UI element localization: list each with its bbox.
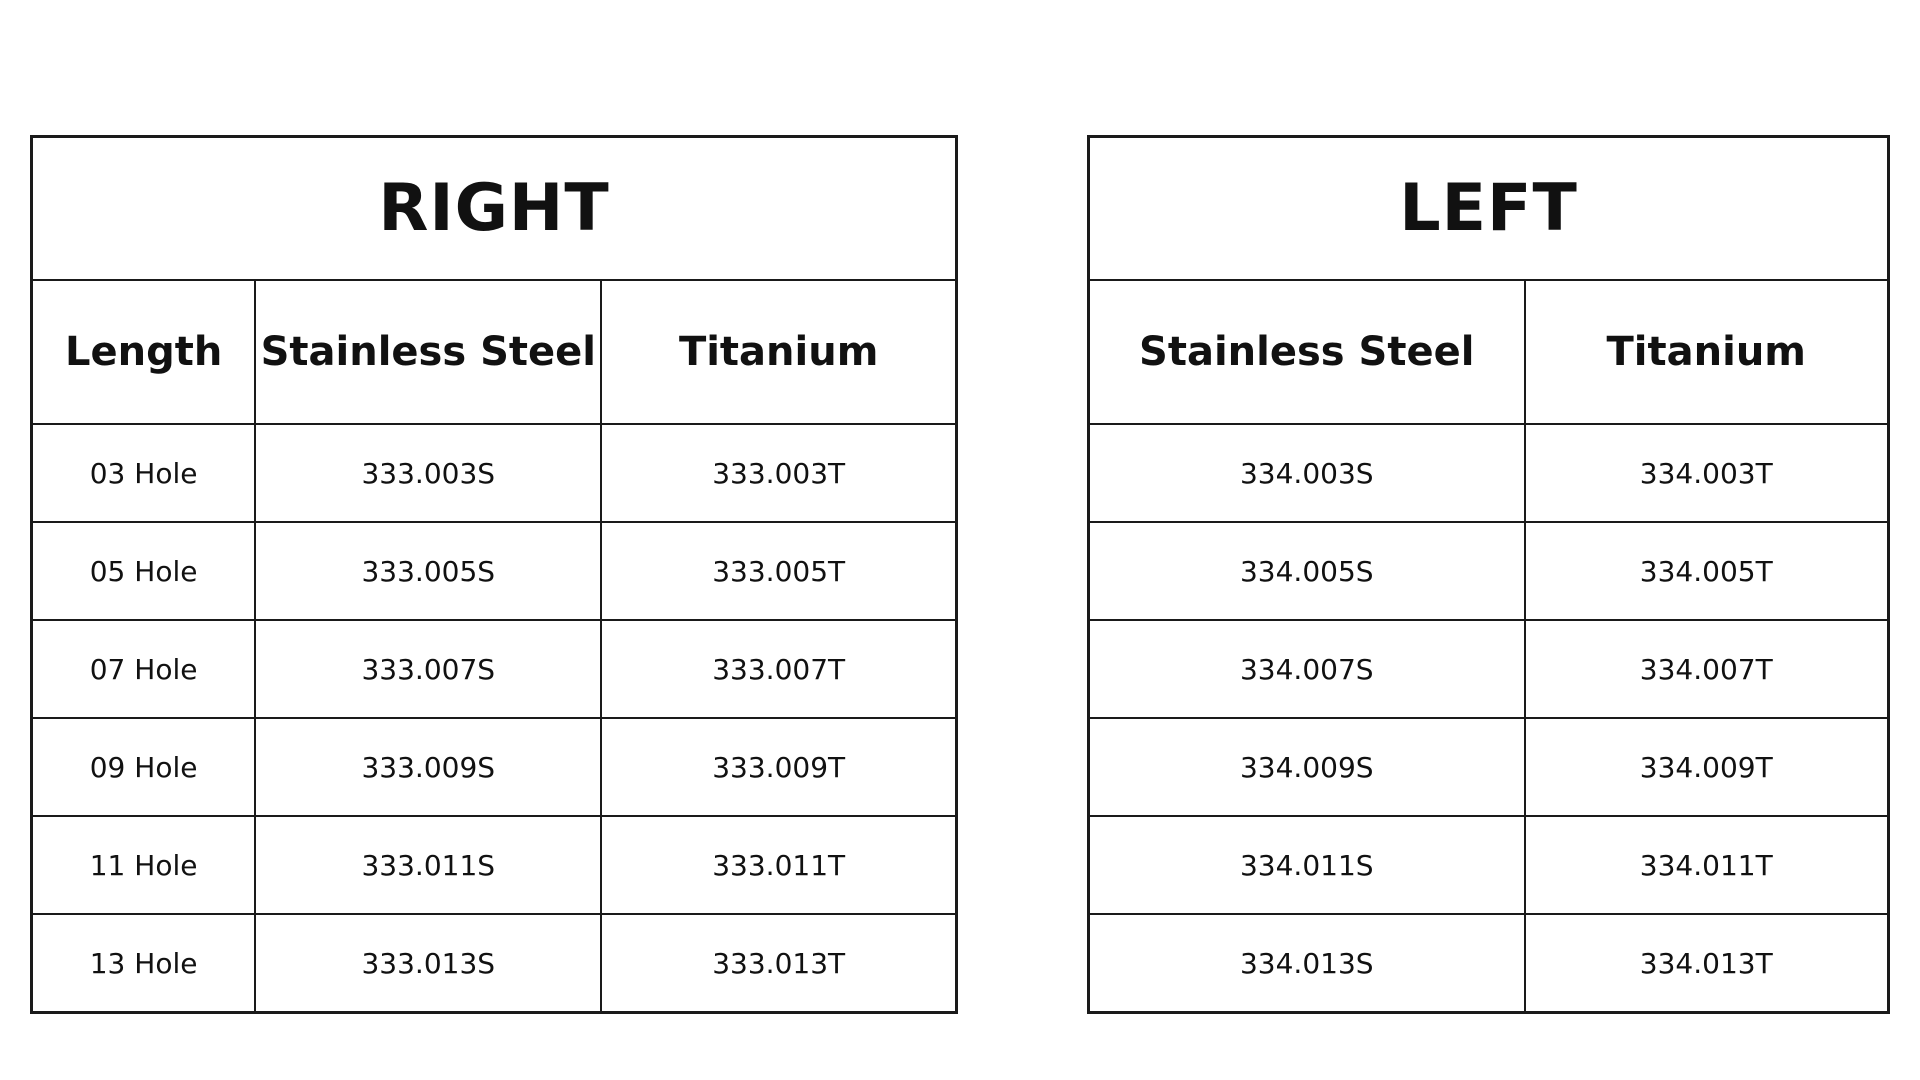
length-cell: 03 Hole xyxy=(32,424,256,522)
stainless-steel-cell: 333.013S xyxy=(255,914,601,1013)
table-row xyxy=(1089,522,1889,620)
table-row xyxy=(32,914,957,1013)
stainless-steel-cell: 334.011S xyxy=(1089,816,1525,914)
titanium-cell: 333.003T xyxy=(601,424,956,522)
left-title-row xyxy=(1089,137,1889,281)
titanium-cell: 333.007T xyxy=(601,620,956,718)
length-cell: 11 Hole xyxy=(32,816,256,914)
stainless-steel-cell: 334.003S xyxy=(1089,424,1525,522)
left-header-row xyxy=(1089,280,1889,424)
table-row xyxy=(1089,816,1889,914)
left-table xyxy=(1087,135,1890,1014)
header-stainless-steel: Stainless Steel xyxy=(255,280,601,424)
length-cell: 05 Hole xyxy=(32,522,256,620)
stainless-steel-cell: 333.005S xyxy=(255,522,601,620)
titanium-cell: 334.003T xyxy=(1525,424,1889,522)
stainless-steel-cell: 334.009S xyxy=(1089,718,1525,816)
left-table-title: LEFT xyxy=(1089,137,1889,281)
titanium-cell: 334.011T xyxy=(1525,816,1889,914)
titanium-cell: 334.009T xyxy=(1525,718,1889,816)
titanium-cell: 333.009T xyxy=(601,718,956,816)
titanium-cell: 333.011T xyxy=(601,816,956,914)
table-row xyxy=(32,718,957,816)
table-row xyxy=(32,522,957,620)
stainless-steel-cell: 333.003S xyxy=(255,424,601,522)
titanium-cell: 334.007T xyxy=(1525,620,1889,718)
header-titanium: Titanium xyxy=(601,280,956,424)
stainless-steel-cell: 334.005S xyxy=(1089,522,1525,620)
right-title-row xyxy=(32,137,957,281)
stainless-steel-cell: 334.013S xyxy=(1089,914,1525,1013)
length-cell: 09 Hole xyxy=(32,718,256,816)
right-header-row xyxy=(32,280,957,424)
stainless-steel-cell: 333.007S xyxy=(255,620,601,718)
header-titanium: Titanium xyxy=(1525,280,1889,424)
right-table-title: RIGHT xyxy=(32,137,957,281)
stainless-steel-cell: 333.009S xyxy=(255,718,601,816)
length-cell: 07 Hole xyxy=(32,620,256,718)
table-row xyxy=(32,424,957,522)
table-row xyxy=(32,620,957,718)
table-row xyxy=(1089,914,1889,1013)
header-length: Length xyxy=(32,280,256,424)
table-row xyxy=(32,816,957,914)
length-cell: 13 Hole xyxy=(32,914,256,1013)
titanium-cell: 333.005T xyxy=(601,522,956,620)
titanium-cell: 334.013T xyxy=(1525,914,1889,1013)
right-table xyxy=(30,135,958,1014)
table-row xyxy=(1089,424,1889,522)
stainless-steel-cell: 334.007S xyxy=(1089,620,1525,718)
titanium-cell: 333.013T xyxy=(601,914,956,1013)
table-row xyxy=(1089,718,1889,816)
titanium-cell: 334.005T xyxy=(1525,522,1889,620)
header-stainless-steel: Stainless Steel xyxy=(1089,280,1525,424)
table-row xyxy=(1089,620,1889,718)
stainless-steel-cell: 333.011S xyxy=(255,816,601,914)
